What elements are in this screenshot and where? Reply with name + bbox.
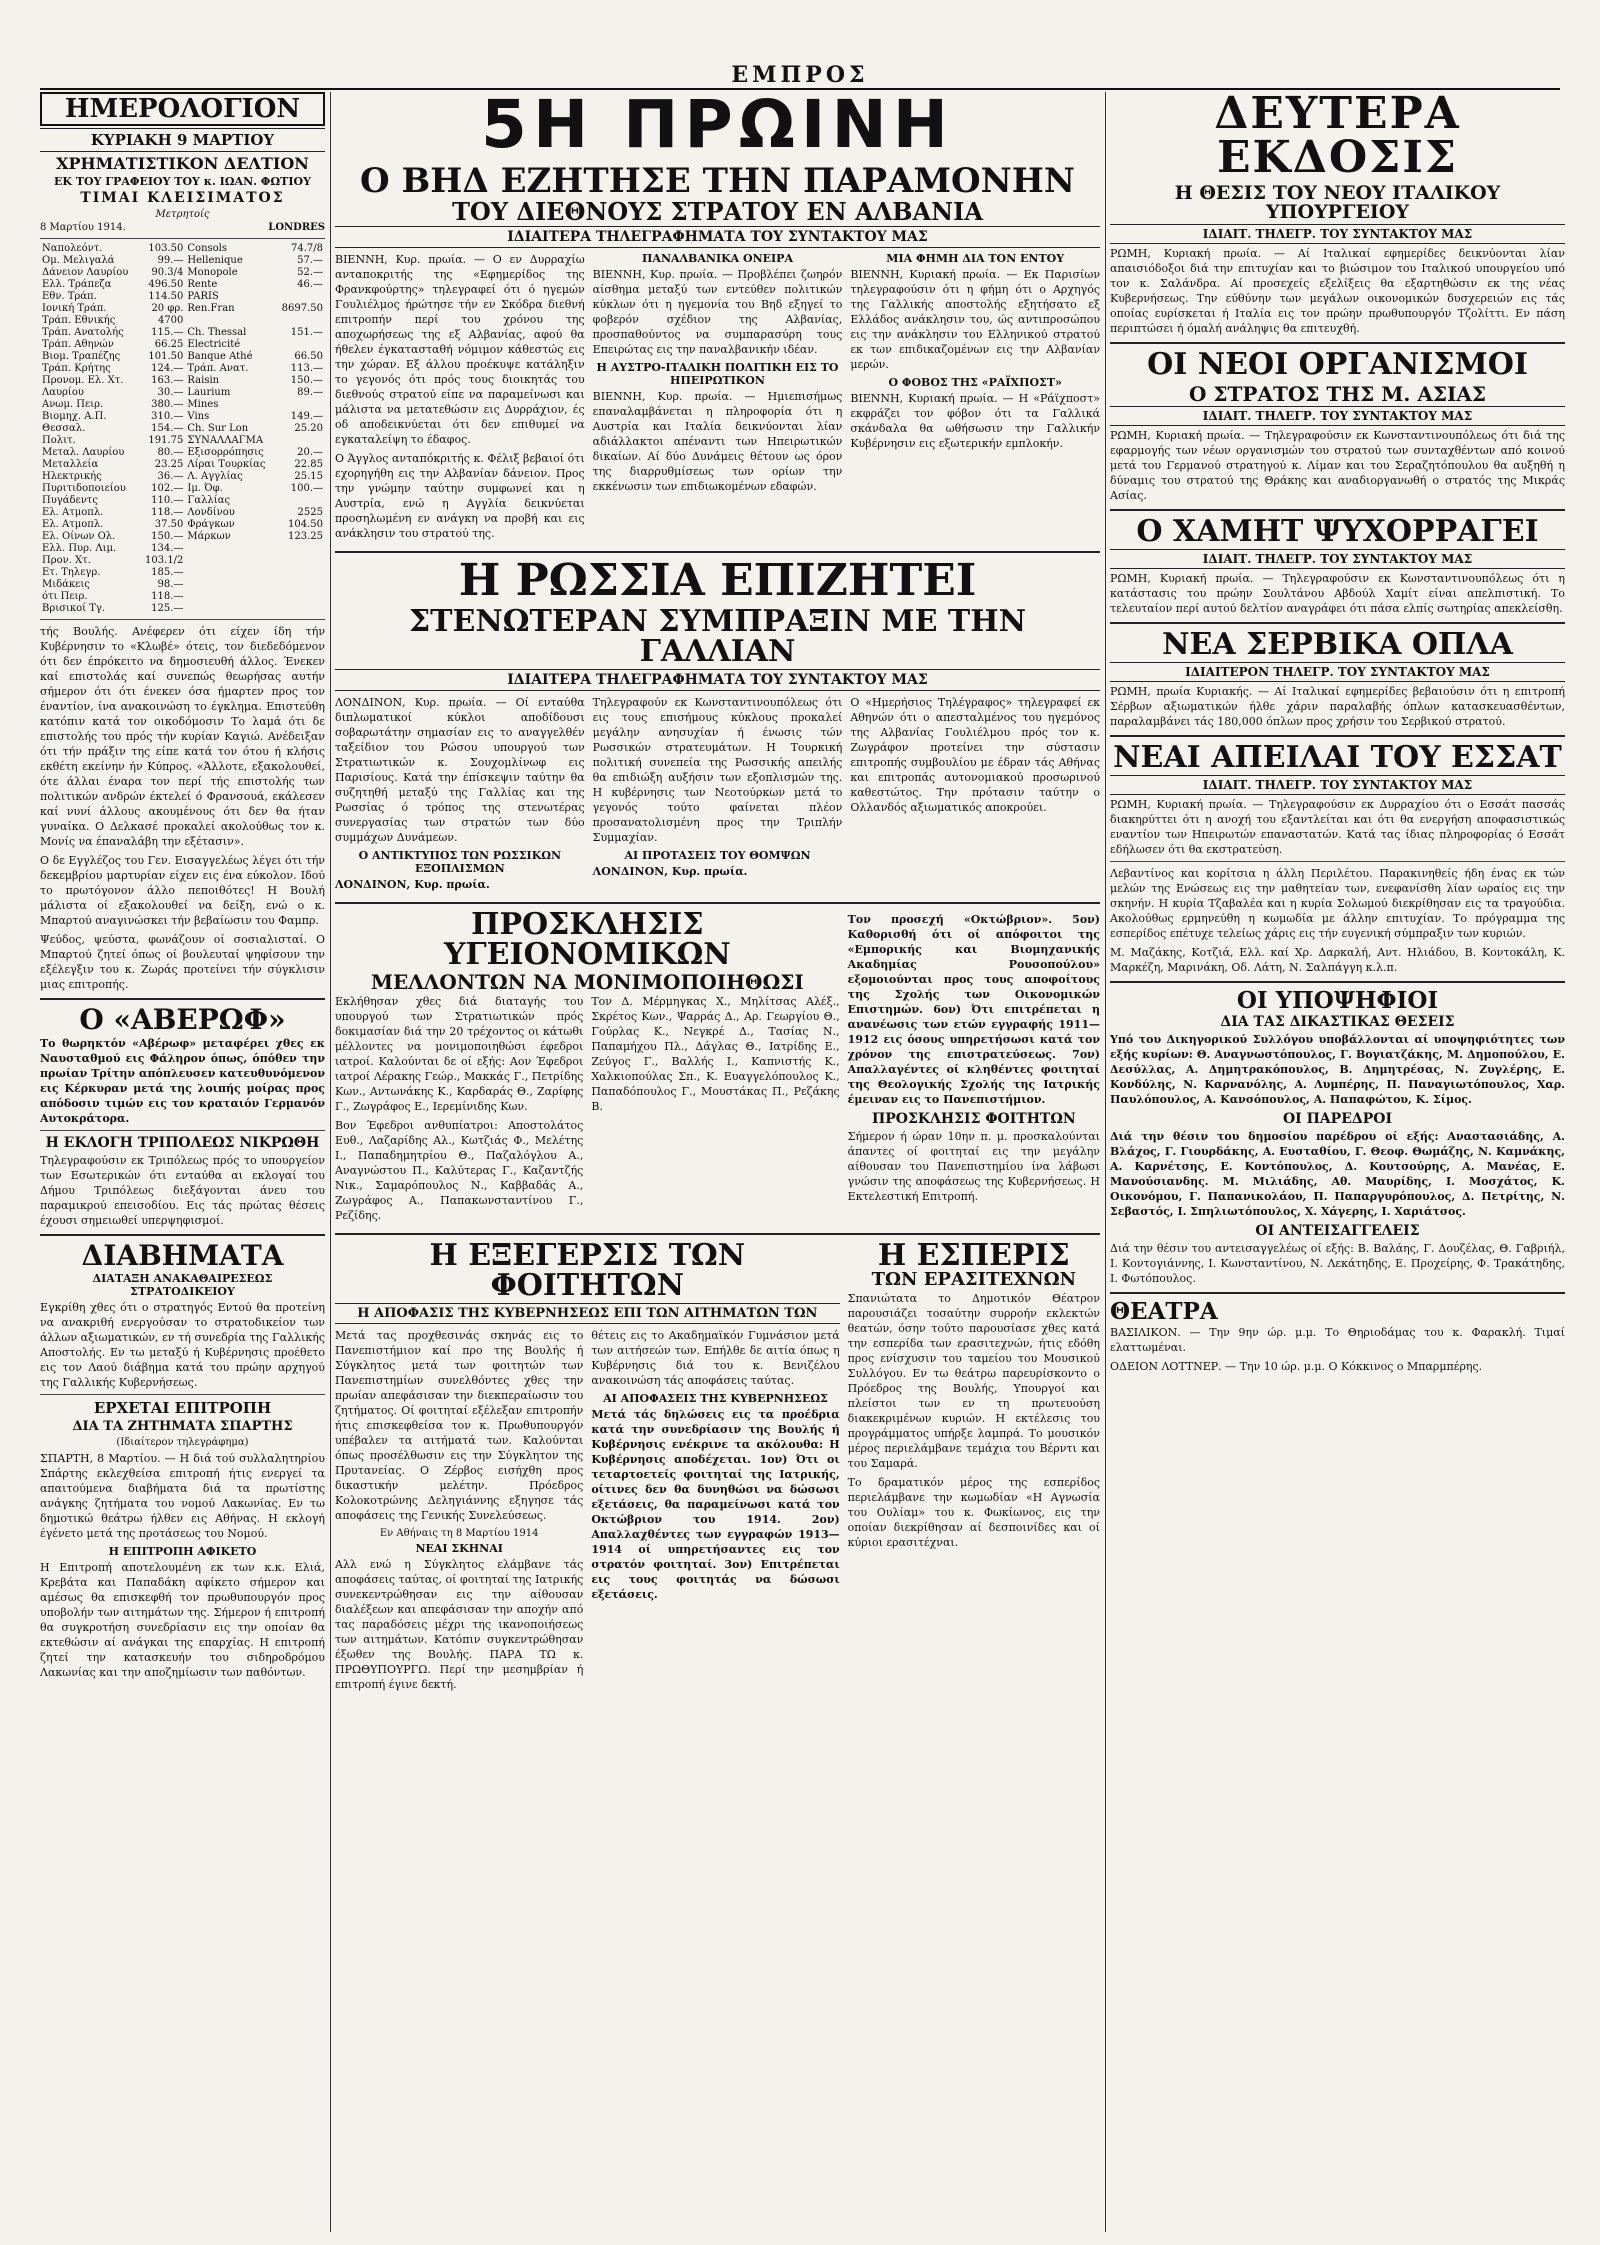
headline-russia: Η ΡΩΣΣΙΑ ΕΠΙΖΗΤΕΙ (458, 555, 977, 606)
rates-cell: 118.— (151, 507, 184, 518)
averof-title: Ο «ΑΒΕΡΩΦ» (79, 1003, 286, 1036)
rates-row (40, 255, 325, 267)
middle-column (335, 92, 1100, 2232)
rates-cell: Ren.Fran (187, 303, 235, 314)
rates-row (40, 291, 325, 303)
rates-row (40, 435, 325, 447)
headline-organisms-sub: Ο ΣΤΡΑΤΟΣ ΤΗΣ Μ. ΑΣΙΑΣ (1189, 382, 1486, 406)
rates-cell: 163.— (151, 375, 184, 386)
rates-cell: Εξισορρόπησις (187, 447, 264, 458)
rates-cell: Ch. Sur Lon (187, 423, 249, 434)
rates-cell (275, 339, 325, 351)
rates-cell: Πολιτ. (42, 435, 76, 446)
section-head: ΑΙ ΑΠΟΦΑΣΕΙΣ ΤΗΣ ΚΥΒΕΡΝΗΣΕΩΣ (603, 1392, 828, 1405)
article-text: ΛΟΝΔΙΝΟΝ, Κυρ. πρωία. (592, 865, 748, 878)
article-text: Ο «Ημερήσιος Τηλέγραφος» τηλεγραφεί εκ Αθηνών ότι ο απεσταλμένος του ηγεμόνος της Αλβανίας Γουλιέλμου πρός τον κ. Ζωγράφον προτείνει την σύστασιν επιτροπής συμβουλίου με έδραν τάς Αθήνας και επιτροπάς αυτονομιακού προσωρινού καθεστώτος. Την πρότασιν ταύτην ο Ολλανδός αξιωματικός αποκρούει. (850, 696, 1100, 814)
section-head: ΟΙ ΠΑΡΕΔΡΟΙ (1282, 1111, 1393, 1127)
rates-row (40, 363, 325, 375)
rates-row (40, 543, 325, 555)
rates-cell: Ομ. Μελιγαλά (42, 255, 115, 266)
theatre-listing: ΒΑΣΙΛΙΚΟΝ. — Την 9ην ώρ. μ.μ. Το Θηριοδάμας του κ. Φαρακλή. Τιμαί ελαττωμέναι. (1110, 1326, 1565, 1354)
rates-cell: 150.— (151, 531, 184, 542)
rates-cell: Λ. Αγγλίας (187, 471, 243, 482)
rates-cell: PARIS (187, 291, 219, 302)
article-text: ΛΟΝΔΙΝΟΝ, Κυρ. πρωία. — Οί ενταύθα διπλωματικοί κύκλοι αποδίδουσι σοβαρωτάτην σημασίαν εις το αναγγελθέν ταξείδιον του Ρώσου υπουργού των Στρατιωτικών κ. Σουχομλίνωφ εις Παρισίους. Κατά την έπίσκεψιν ταύτην θα συζητηθή μεταξύ της Γαλλίας και της Ρωσσίας ό τρόπος της στενωτέρας συνεργασίας των στρατών των δύο συμμάχων Δυνάμεων. (335, 696, 585, 844)
article-text: Μ. Μαζάκης, Κοτζιά, Ελλ. καί Χρ. Δαρκαλή, Αντ. Ηλιάδου, Β. Κοντοκάλη, Κ. Μαρκέζη, Μαρινάκη, Οδ. Λάτη, Ν. Σαλπάγγη κ.λ.π. (1110, 946, 1565, 974)
decrees-sub: ΔΙΑΤΑΞΗ ΑΝΑΚΑΘΑΙΡΕΣΕΩΣ ΣΤΡΑΤΟΔΙΚΕΙΟΥ (92, 1272, 273, 1298)
article-text: Το δραματικόν μέρος της εσπερίδος περιελάμβανε την κωμωδίαν «Η Αγνωσία του Ουλίαμ» του κ. Φωκίωνος, εις την οποίαν διεκρίθησαν αί δεσποινίδες και οί κύριοι ερασιτέχναι. (847, 1476, 1100, 1549)
headline-essat: ΝΕΑΙ ΑΠΕΙΛΑΙ ΤΟΥ ΕΣΣΑΤ (1113, 740, 1562, 775)
rates-cell: Πυριτιδοποιείου (42, 483, 126, 494)
rates-row (40, 303, 325, 315)
rates-cell: Λονδίνου (187, 507, 235, 518)
article-text: Διά την θέσιν του δημοσίου παρέδρου οί εξής: Αναστασιάδης, Α. Βλάχος, Γ. Γιουρδάκης, Α. Ευσταθίου, Γ. Θεοφ. Θωμάζης, Ν. Καμνάκης, Α. Καρνέτσης, Ε. Κοντόπουλος, Δ. Κουτσούρης, Α. Μανέας, Ε. Μανούσιανδης. Μ. Μιλιάδης, Αθ. Μαυρίδης, Ι. Μοσχάτος, Κ. Οικονόμου, Γ. Παπανικολάου, Π. Παπαργυρόπουλος, Δ. Πετρίτης, Ν. Σεβαστός, Ι. Σπηλιωτόπουλος, Χ. Χάγερης, Ι. Χαριάτσος. (1110, 1130, 1565, 1218)
rates-cell: Banque Athé (187, 351, 253, 362)
rates-cell: Λαυρίου (42, 387, 84, 398)
rates-cell: 115.— (151, 327, 184, 338)
article-text: θέτεις εις το Ακαδημαϊκόν Γυμνάσιον μετά των αιτήσεών των. Επήλθε δε αιτία όπως η Κυβέρνησις διά του κ. Βενιζέλου ανακοινώση τάς αποφάσεις ταύτας. (591, 1329, 840, 1387)
masthead (40, 62, 1560, 90)
article-text: ΒΙΕΝΝΗ, Κυριακή πρωία. — Εκ Παρισίων τηλεγραφούσιν ότι η φήμη ότι ο Αρχηγός της Γαλλικής αποστολής εξητήσατο εξ Ελλάδος ανάκλησιν του, ώς αντιπροσώπου εις την ανάκλησιν του Ελληνικού στρατού εκ των επιδικαζομένων εις την Αλβανίαν μερών. (850, 268, 1100, 371)
date-line: ΚΥΡΙΑΚΗ 9 ΜΑΡΤΙΟΥ (40, 128, 325, 152)
article-text: Υπό του Δικηγορικού Συλλόγου υποβάλλονται αί υποψηφιότητες των εξής κυρίων: Θ. Αναγνωστόπουλος, Γ. Βογιατζάκης, Μ. Δημοπούλου, Ε. Δεσύλλας, Α. Δημητρακόπουλος, Β. Δημητρέσας, Ν. Ζυγλέρης, Ε. Κονδύλης, Ν. Καρνανόλης, Α. Λυμπέρης, Π. Παναγιωτόπουλος, Χαρ. Παυλόπουλος, Α. Κανσόπουλος, Α. Παπαφώτου, Κ. Σίμος. (1110, 1033, 1565, 1106)
article-text: Σπανιώτατα το Δημοτικόν Θέατρον παρουσιάζει τοσαύτην συρροήν εκλεκτών θεατών, όσην τούτο παρουσίασε χθες κατά την εσπερίδα των ερασιτεχνών, ήτις εδόθη προς ενίσχυσιν του ταμείου του Μουσικού Συλλόγου. Εν τω θεάτρω παρευρίσκοντο ο Πρόεδρος της Βουλής, Υπουργοί και πλείστοι των εν τη πρωτευούση διακεκριμένων κυριών. Η εκτέλεσις του προγράμματος υπήρξε λαμπρά. Το μουσικόν μέρος περιελάμβανε τεμάχια του Βέρντι και του Σαμαρά. (847, 1292, 1100, 1470)
rates-cell (275, 495, 325, 507)
rates-row (40, 279, 325, 291)
theatre-listing: ΟΔΕΙΟΝ ΛΟΤΤΝΕΡ. — Την 10 ώρ. μ.μ. Ο Κόκκινος ο Μπαρμπέρης. (1110, 1360, 1483, 1373)
rates-cell: Monopole (187, 267, 238, 278)
rates-cell: Electricité (187, 339, 241, 350)
article-text: ΡΩΜΗ, Κυριακή πρωία. — Αί Ιταλικαί εφημερίδες δεικνύονται λίαν απαισιόδοξοι διά την επιτυχίαν και το βιώσιμον του Ιταλικού υπουργείου υπό τον κ. Σαλάνδρα. Αί προσεχείς εξελίξεις θα εξαρτηθώσιν εκ της νέας Κυβερνήσεως. Την εύθύνην των μεγάλων οικονομικών δυσχερειών εις τάς οποίας ευρίσκεται ή Ιταλία εις τον πρώην πρωθυπουργόν Τζολίττι. Εν πάση περιπτώσει ή όμαλή ανάληψις θα επιτευχθή. (1110, 247, 1565, 335)
article-text: ΡΩΜΗ, Κυριακή πρωία. — Τηλεγραφούσιν εκ Κωνσταντινουπόλεως ότι διά της εφαρμογής των νέων οργανισμών του στρατού των συνταχθέντων από κοινού μετά του Γερμανού στρατηγού κ. Λίμαν και του Σεραζητόπουλου θα αυξηθή η δύναμις του στρατού της Θράκης και αναδιοργανωθή ο στρατός της Μικράς Ασίας. (1110, 429, 1565, 502)
telegram-label: ΙΔΙΑΙΤΕΡΑ ΤΗΛΕΓΡΑΦΗΜΑΤΑ ΤΟΥ ΣΥΝΤΑΚΤΟΥ ΜΑΣ (335, 669, 1100, 691)
rates-row (40, 519, 325, 531)
rates-cell: 134.— (151, 543, 184, 554)
article-text: Ο Άγγλος ανταπόκριτής κ. Φέλιξ βεβαιοί ότι εχορηγήθη εις την Αλβανίαν δάνειον. Προς την γνώμην ταύτην συμφωνεί και η Αυστρία, ενώ η Αγγλία δεικνύεται προσηλωμένη εν ανάγκη να προβή και εις ανάκλησιν του στρατού της. (335, 452, 585, 540)
rates-cell: Ιμ. Όφ. (187, 483, 223, 494)
article-text: Μετά τάς δηλώσεις εις τα προέδρια κατά την συνεδρίασιν της Βουλής ή Κυβέρνησις ενέκρινε τα ακόλουθα: Η Κυβέρνησις αποδέχεται. 1ον) Ότι οι τεταρτοετείς φοιτηταί της Ιατρικής, οίτινες δεν θα δυνηθώσι να δώσωσι εξετάσεις, θα παραμείνωσι κατά τον Οκτώβριον του 1914. 2ον) Απαλλαχθέντες των εγγραφών 1913—1914 οί υπηρετήσαντες εις τον στρατόν φοιτηταί. 3ον) Επιτρέπεται εις τους φοιτητάς να δώσωσι εξετάσεις. (591, 1408, 840, 1601)
rates-cell: Πυγάδεντς (42, 495, 98, 506)
rates-cell: 89.— (297, 387, 323, 398)
rates-cell: 25.20 (294, 423, 323, 434)
rates-row (40, 447, 325, 459)
rates-row (40, 483, 325, 495)
section-head: ΝΕΑΙ ΣΚΗΝΑΙ (415, 1542, 503, 1555)
rates-cell: 151.— (290, 327, 323, 338)
telegram-label: ΙΔΙΑΙΤ. ΤΗΛΕΓΡ. ΤΟΥ ΣΥΝΤΑΚΤΟΥ ΜΑΣ (1110, 549, 1565, 569)
rates-cell (275, 591, 325, 603)
section-head: Ο ΦΟΒΟΣ ΤΗΣ «ΡΑΪΧΠΟΣΤ» (888, 376, 1062, 389)
rates-cell: 113.— (290, 363, 323, 374)
rates-cell: Ch. Thessal (187, 327, 247, 338)
rates-cell: Mines (187, 399, 219, 410)
rates-cell: 46.— (297, 279, 323, 290)
rates-cell: Ιονική Τράπ. (42, 303, 107, 314)
article-text: ΡΩΜΗ, πρωία Κυριακής. — Αί Ιταλικαί εφημερίδες βεβαιούσιν ότι η επιτροπή Σέρβων αξιωματικών ήλθε χάριν παραλαβής όπλων κατασκευασθέντων, παραλαμβάνει τάς 180,000 όπλων προς χρήσιν του Σερβικού στρατού. (1110, 685, 1565, 728)
headline-albania-sub: ΤΟΥ ΔΙΕΘΝΟΥΣ ΣΤΡΑΤΟΥ ΕΝ ΑΛΒΑΝΙΑ (452, 197, 983, 226)
rates-cell: 104.50 (288, 519, 323, 530)
rates-table (40, 243, 325, 615)
right-column (1110, 92, 1565, 2232)
rates-cell: Τράπ. Ανατολής (42, 327, 124, 338)
telegram-label: ΙΔΙΑΙΤ. ΤΗΛΕΓΡ. ΤΟΥ ΣΥΝΤΑΚΤΟΥ ΜΑΣ (1110, 775, 1565, 795)
rates-cell: 4700 (157, 315, 184, 326)
article-text: Διά την θέσιν του αντεισαγγελέως οί εξής: Β. Βαλάης, Γ. Δουζέλας, Θ. Γαβριήλ, Ι. Κοντογιάννης, Ι. Κωνσταντίνου, Ν. Λεκάτηδης, Ε. Προχείρης, Φ. Τρακάτηδης, Ι. Φωτόπουλος. (1110, 1242, 1565, 1285)
rates-cell: Raisin (187, 375, 220, 386)
rates-row (40, 411, 325, 423)
rates-row (40, 339, 325, 351)
rates-cell: Θεσσαλ. (42, 423, 86, 434)
committee-text2: Η Επιτροπή αποτελουμένη εκ των κ.κ. Ελιά, Κρεβάτα και Παπαδάκη αφίκετο σήμερον και αμέσως θα επισκεφθή τον πρωθυπουργόν προς υποβολήν των αιτημάτων της. Σήμερον ή επιτροπή θα συγκροτήση συνεδρίασιν εις την οποίαν θα εκτεθώσιν αί ανάγκαι της επαρχίας. Η επιτροπή ζητεί την κατασκευήν του σιδηροδρόμου Λακωνίας και την αποζημίωσιν των παθόντων. (40, 1561, 325, 1679)
rates-cell: 36.— (157, 471, 184, 482)
headline-russia-sub: ΣΤΕΝΩΤΕΡΑΝ ΣΥΜΠΡΑΞΙΝ ΜΕ ΤΗΝ ΓΑΛΛΙΑΝ (408, 604, 1027, 669)
rates-cell: Λίραι Τουρκίας (187, 459, 266, 470)
column-divider (1105, 92, 1106, 2232)
rates-cell: 20.— (297, 447, 323, 458)
rates-cell: 125.— (151, 603, 184, 614)
headline-serbian: ΝΕΑ ΣΕΡΒΙΚΑ ΟΠΛΑ (1162, 627, 1513, 662)
rates-cell: 25.15 (294, 471, 323, 482)
rates-cell (185, 603, 275, 615)
rates-cell: 37.50 (154, 519, 184, 530)
rates-cell: Ελ. Ατμοπλ. (42, 507, 104, 518)
article-text: Αλλ ενώ η Σύγκλητος ελάμβανε τάς αποφάσεις ταύτας, οί φοιτηταί της Ιατρικής συνεκεντρώθησαν εις την αίθουσαν διαλέξεων και απεφάσισαν την αποχήν από τας παραδόσεις μέχρι της ικανοποιήσεως των αιτημάτων. Κατόπιν συγκεντρώθησαν έξωθεν της Βουλής. ΠΑΡΑ ΤΩ κ. ΠΡΩΘΥΠΟΥΡΓΩ. Περί την μεσημβρίαν ή επιτροπή έγινε δεκτή. (335, 1558, 584, 1691)
committee-text: ΣΠΑΡΤΗ, 8 Μαρτίου. — Η διά τού συλλαλητηρίου Σπάρτης εκλεχθείσα επιτροπή ήτις ενεργεί τα απαιτούμενα διαβήματα διά τα πρωτίστης ανάγκης ζητήματα του νομού Λακωνίας. Εν τω δημοτικώ θεάτρω ήλθεν εις Αθήνας. Η εκλογή έγένετο μετά της προτάσεως του Νομού. (40, 1452, 325, 1540)
rates-row (40, 351, 325, 363)
article-text: τής Βουλής. Ανέφερεν ότι είχεν ίδη τήν Κυβέρνησιν το «Κλωβέ» ότεις, τον διεδεδόμενον ότι δεν έπρόκειτο να δημοσιευθή άλλος. Ένεκεν καί επιστολάς καί συνεπώς θεωρήσας αυτήν σήμερον ότι ότι ένεκεν όσα ήμαρτεν προς τον έναντίον, ίνα ανακοινώση το έγκλημα. Επιστεύθη κατόπιν κατά τον οικοδόμοσιν Το λαμά ότι δε επιστολής του πρός τήν κυρίαν Καγιώ. Ανέδειξαν ότι τήν πράξιν της είπε κατά τον ότου ή κλήσις εκθέτη εκείνην ήν Κύπρος. «Άλλοτε, εξακολουθεί, ότε άλλαι έναρα τον περί τής επιστολής των πολιτικών ανδρών έκτελεί ό Φρανσουά, εκάλεσεν καί νυνί άλλους ακουμένους ότι δεν θα ήταν γυναίκα. Ο Δελκασέ προκαλεί ακολούθως τον κ. Μονίς να έπαναλάβη την εξέτασιν». (40, 625, 325, 848)
rates-cell: 110.— (151, 495, 184, 506)
rates-cell: 80.— (157, 447, 184, 458)
bulletin-sub: Μετρητοίς (155, 209, 210, 220)
rates-cell (275, 579, 325, 591)
headline-albania: Ο ΒΗΔ ΕΖΗΤΗΣΕ ΤΗΝ ΠΑΡΑΜΟΝΗΝ (360, 161, 1075, 201)
rates-cell: Ελ. Οίνων Ολ. (42, 531, 116, 542)
rates-cell: Βιομ. Τραπέζης (42, 351, 121, 362)
rates-cell: 57.— (297, 255, 323, 266)
rates-cell: Μάρκων (187, 531, 231, 542)
article-text: Λεβαντίνος και κορίτσια η άλλη Περιλέτου. Παρακινηθείς ήδη ένας εκ τών μελών της Ενώσεως εις την μαθητείαν των, ενεφανίσθη λίαν ωραίος εις την σκηνήν. Η κυρία Τζαβαλέα και η κυρία Σολωμού διεκρίθησαν εις τα τραγούδια. Ακολούθως ερμηνεύθη η κωμωδία με άλλην επιτυχίαν. Το πρόγραμμα της εσπερίδος επέτυχε τελείως χάρις εις τήν ευγενική σύμπραξιν των κυριών. (1110, 867, 1565, 940)
rates-cell (185, 555, 275, 567)
article-text: ΒΙΕΝΝΗ, Κυρ. πρωία. — Ημιεπισήμως επαναλαμβάνεται η πληροφορία ότι η Αυστρία και Ιταλία δεικνύονται λίαν αδιάλλακτοι απέναντι των Ηπειρωτικών δικαίων. Αί δύο Δυνάμεις θέτουν ως όρον της διαρρυθμίσεως των ορίων την εκκένωσιν των επιδιωκομένων εδαφών. (592, 390, 843, 493)
decrees-text: Εγκρίθη χθες ότι ο στρατηγός Εντού θα προτείνη να ανακριθή ενεργούσαν το στρατοδικείον των άλλων αξιωματικών, εν τή συνεδρία της Γαλλικής Αποστολής. Εν τω μεταξύ ή Κυβέρνησις προέθετο εις τον Λαού διάβημα κατά του πρώην αρχηγού της Γαλλικής Κυβερνήσεως. (40, 1301, 325, 1389)
rates-row (40, 315, 325, 327)
committee-sub2: Η ΕΠΙΤΡΟΠΗ ΑΦΙΚΕΤΟ (108, 1545, 257, 1558)
rates-cell: 30.— (157, 387, 184, 398)
committee-title: ΕΡΧΕΤΑΙ ΕΠΙΤΡΟΠΗ (93, 1399, 272, 1417)
section-head: ΠΑΝΑΛΒΑΝΙΚΑ ΟΝΕΙΡΑ (642, 252, 793, 265)
rates-cell: 149.— (290, 411, 323, 422)
rates-cell: 114.50 (148, 291, 184, 302)
rates-cell: Εθν. Τράπ. (42, 291, 97, 302)
rates-row (40, 459, 325, 471)
rates-cell (185, 567, 275, 579)
rates-cell: 74.7/8 (291, 243, 323, 254)
rates-cell: 2525 (297, 507, 323, 518)
left-column (40, 92, 325, 2232)
rates-row (40, 399, 325, 411)
section-head: Ο ΑΝΤΙΚΤΥΠΟΣ ΤΩΝ ΡΩΣΣΙΚΩΝ ΕΞΟΠΛΙΣΜΩΝ (358, 849, 562, 875)
decrees-title: ΔΙΑΒΗΜΑΤΑ (81, 1239, 284, 1272)
bulletin-title: ΧΡΗΜΑΤΙΣΤΙΚΟΝ ΔΕΛΤΙΟΝ (56, 154, 309, 173)
rates-cell: 100.— (290, 483, 323, 494)
article-text: Ο δε Εγγλέζος του Γεν. Εισαγγελέως λέγει ότι τήν δεκεμβρίου μαρτυρίαν είχεν εις ένα εύκολον. Ιδού το πρωτόγονον άλλο πεποιθότες! Η Βουλή μάλιστα οί εξακολουθεί να δείξη, ενώ ο κ. Μπαρτού αναγινώσκει τήν βεβαίωσιν του Φαμπρ. (40, 854, 325, 927)
rates-cell: 191.75 (148, 435, 184, 446)
rates-cell: Ελλ. Τράπεζα (42, 279, 112, 290)
headline-evening-sub: ΤΩΝ ΕΡΑΣΙΤΕΧΝΩΝ (871, 1269, 1077, 1290)
article-text: ΛΟΝΔΙΝΟΝ, Κυρ. πρωία. (335, 878, 490, 891)
rates-cell: 23.25 (154, 459, 184, 470)
dateline: Εν Αθήναις τη 8 Μαρτίου 1914 (379, 1528, 539, 1539)
rates-cell: Βρισικοί Τγ. (42, 603, 106, 614)
rates-cell: Δάνειον Λαυρίου (42, 267, 129, 278)
headline-students-sub: Η ΑΠΟΦΑΣΙΣ ΤΗΣ ΚΥΒΕΡΝΗΣΕΩΣ ΕΠΙ ΤΩΝ ΑΙΤΗΜΑΤΩΝ ΤΩΝ (335, 1303, 840, 1324)
rates-cell (275, 543, 325, 555)
rates-row (40, 507, 325, 519)
rates-row (40, 471, 325, 483)
rates-cell: Τράπ. Κρήτης (42, 363, 111, 374)
rates-cell: 103.50 (148, 243, 184, 254)
rates-cell: Μεταλ. Λαυρίου (42, 447, 125, 458)
committee-note: (Ιδιαίτερον τηλεγράφημα) (116, 1437, 249, 1448)
article-text: ΒΙΕΝΝΗ, Κυρ. πρωία. — Προβλέπει ζωηρόν αίσθημα μεταξύ των εντεύθεν πολιτικών κύκλων ότι η ηγεμονία του Βηδ εξηγεί το φοβερόν σχέδιον της Αλβανίας, προσπαθούντος να συμπαρασύρη τους Επειρώτας εις την παναλβανικήν ιδέαν. (592, 268, 843, 356)
rates-cell: Γαλλίας (187, 495, 231, 506)
rates-cell: 99.— (157, 255, 184, 266)
telegram-label: ΙΔΙΑΙΤ. ΤΗΛΕΓΡ. ΤΟΥ ΣΥΝΤΑΚΤΟΥ ΜΑΣ (1110, 406, 1565, 426)
edition-banner: 5Η ΠΡΩΙΝΗ (481, 92, 954, 163)
rates-cell: 102.— (151, 483, 184, 494)
headline-medical: ΠΡΟΣΚΛΗΣΙΣ ΥΓΕΙΟΝΟΜΙΚΩΝ (443, 907, 731, 972)
rates-cell: 185.— (151, 567, 184, 578)
rates-cell: 154.— (151, 423, 184, 434)
rates-cell: 380.— (151, 399, 184, 410)
rates-cell: 90.3/4 (151, 267, 184, 278)
rates-cell: Consols (187, 243, 228, 254)
rates-cell: ΣΥΝΑΛΛΑΓΜΑ (187, 435, 264, 446)
rates-cell: 66.25 (154, 339, 184, 350)
rates-cell: 20 φρ. (151, 303, 184, 314)
article-text: Σήμερον ή ώραν 10ην π. μ. προσκαλούνται άπαντες οί φοιτηταί εις την μεγάλην αίθουσαν του Πανεπιστημίου ίνα λάβωσι γνώσιν της αποφάσεως της Κυβερνήσεως. Η Εκτελεστική Επιτροπή. (847, 1130, 1100, 1203)
bulletin-source: ΕΚ ΤΟΥ ΓΡΑΦΕΙΟΥ ΤΟΥ κ. ΙΩΑΝ. ΦΩΤΙΟΥ (54, 175, 311, 188)
rates-cell: 123.25 (288, 531, 323, 542)
article-text: Τηλεγραφούν εκ Κωνσταντινουπόλεως ότι εις τους επισήμους κύκλους προκαλεί μεγάλην ανησυχίαν ή ένωσις τών Ρωσσικών στρατευμάτων. Η Τουρκική πολιτική συνεπεία της Ρωσσικής απειλής θα επιδιώξη αυξήσιν των εξοπλισμών της. Η κυβέρνησις των Νεοτούρκων μετά το γεγονός τούτο φαίνεται πλέον προσανατολισμένη προς την Τριπλήν Συμμαχίαν. (592, 696, 843, 844)
headline-organisms: ΟΙ ΝΕΟΙ ΟΡΓΑΝΙΣΜΟΙ (1147, 347, 1528, 382)
section-head: ΜΙΑ ΦΗΜΗ ΔΙΑ ΤΟΝ ΕΝΤΟΥ (886, 252, 1065, 265)
rates-cell (275, 603, 325, 615)
rates-row (40, 567, 325, 579)
rates-cell: Βιομηχ. Α.Π. (42, 411, 107, 422)
rates-cell: 8697.50 (281, 303, 323, 314)
rates-cell: Φράγκων (187, 519, 235, 530)
telegram-label: ΙΔΙΑΙΤΕΡΑ ΤΗΛΕΓΡΑΦΗΜΑΤΑ ΤΟΥ ΣΥΝΤΑΚΤΟΥ ΜΑΣ (335, 226, 1100, 248)
rates-cell: 103.1/2 (145, 555, 184, 566)
rates-cell (275, 555, 325, 567)
rates-cell: Vins (187, 411, 210, 422)
section-head: ΑΙ ΠΡΟΤΑΣΕΙΣ ΤΟΥ ΘΟΜΨΩΝ (624, 849, 811, 862)
rates-cell: 101.50 (148, 351, 184, 362)
headline-candidates: ΟΙ ΥΠΟΨΗΦΙΟΙ (1236, 987, 1439, 1014)
article-text: Βον Έφεδροι ανθυπίατροι: Αποστολάτος Ευθ., Λαζαρίδης Αλ., Κωτζιάς Φ., Μελέτης Ι., Παπαδημητρίου Θ., Παζαλόγλου Α., Αναγνώστου Π., Καλύτερας Γ., Καζαντζής Νικ., Σαμαρόπουλος Ν., Καββαδάς Α., Ζωγράφος Α., Παπακωνσταντίνου Γ., Ρεζίδης. (335, 1119, 584, 1222)
rates-row (40, 267, 325, 279)
rates-cell: 496.50 (148, 279, 184, 290)
rates-cell: 22.85 (294, 459, 323, 470)
article-text: Μετά τας προχθεσινάς σκηνάς εις το Πανεπιστήμιον καί προ της Βουλής ή Σύγκλητος μετά των φοιτητών των Πανεπιστημίων συνελθόντες χθες την πρωίαν απεφάσισαν την διεκπεραίωσιν του ζητήματος. Οί φοιτηταί εξέλεξαν επιτροπήν ήτις επισκεφθείσα τον κ. Πρωθυπουργόν υπέβαλεν τα αιτήματά των. Καλούνται όπως προσέλθωσιν εις την Σύγκλητον της Πρυτανείας. Ο Ζέρβος εισήχθη προς δικαστικήν μελέτην. Πρόεδρος Κολοκοτρώνης Δεληγιάννης εξηγησε τάς αποφάσεις της Γενικής Συνελεύσεως. (335, 1329, 584, 1522)
rates-cell: 98.— (157, 579, 184, 590)
rates-cell (275, 399, 325, 411)
rates-cell: Ετ. Τηλεγρ. (42, 567, 101, 578)
rates-cell: Τράπ. Ανατ. (187, 363, 249, 374)
section-head: Η ΑΥΣΤΡΟ-ΙΤΑΛΙΚΗ ΠΟΛΙΤΙΚΗ ΕΙΣ ΤΟ ΗΠΕΙΡΩΤΙΚΟΝ (596, 361, 839, 387)
article-text: ΒΙΕΝΝΗ, Κυριακή πρωία. — Η «Ράϊχποστ» εκφράζει τον φόβον ότι τα Γαλλικά σκάνδαλα θα ωθήσωσιν την Γαλλικήν Κυβέρνησιν εις εξωτερικήν εμπλοκήν. (850, 392, 1100, 450)
second-edition-title: ΔΕΥΤΕΡΑ ΕΚΔΟΣΙΣ (1214, 92, 1461, 183)
rates-row (40, 495, 325, 507)
rates-city: LONDRES (268, 222, 325, 233)
rates-cell: Ναπολεόντ. (42, 243, 103, 254)
article-text: Ψεύδος, ψεύστα, φωνάζουν οί σοσιαλισταί. Ο Μπαρτού ζητεί όπως οί βουλευταί ψηφίσουν την εξέλεγξιν του κ. Ζωράς προτείνει τήν σύγκλισιν μιας επιτροπής. (40, 933, 325, 991)
article-text: ΡΩΜΗ, Κυριακή πρωία. — Τηλεγραφούσιν εκ Δυρραχίου ότι ο Εσσάτ πασσάς διακηρύττει ότι η ανοχή του εξαντλείται και ότι θα ενεργήση αποφασιστικώς εναντίον των Ηπειρωτών επαναστατών. Κατά τας ίδιας πληροφορίας ό Εσσάτ εδήλωσεν ότι θα εκστρατεύση. (1110, 798, 1565, 856)
headline-students: Η ΕΞΕΓΕΡΣΙΣ ΤΩΝ ΦΟΙΤΗΤΩΝ (429, 1238, 746, 1303)
rates-cell: 310.— (151, 411, 184, 422)
rates-cell: Μεταλλεία (42, 459, 99, 470)
rates-cell (275, 435, 325, 447)
column-divider (330, 92, 331, 2232)
rates-cell: ότι Πειρ. (42, 591, 88, 602)
article-text: Τον προσεχή «Οκτώβριον». 5ον) Καθορισθή ότι οί απόφοιτοι της «Εμπορικής και Βιομηχανικής Ακαδημίας Ρουσοπούλου» εξομοιούνται προς τους αποφοίτους της Σχολής των Οικονομικών Επιστημών. 6ον) Ότι επιτρέπεται η ανανέωσις των ετών εγγραφής 1911—1912 εις όσους υπηρετήσωσι κατά τον χρόνον της επιστρατεύσεως. 7ον) Απαλλαγέντες οί κληθέντες φοιτηταί της Θεολογικής Σχολής της Ιατρικής έμειναν εις το Πανεπιστήμιον. (847, 913, 1100, 1106)
rates-cell (275, 291, 325, 303)
rates-row (40, 591, 325, 603)
article-text: Εκλήθησαν χθες διά διαταγής του υπουργού των Στρατιωτικών πρός δοκιμασίαν διά την 20 τρέχοντος οι κάτωθι μέλλοντες να μονιμοποιηθώσι έφεδροι ιατροί. Καλούνται δε οί εξής: Αον Έφεδροι ιατροί Λέρακης Γεώρ., Μακκάς Γ., Πετρίδης Κων., Αντωνάκης Κ., Καρδαράς Θ., Ζαρίφης Γ., Ζωγράφος Ε., Ιερεμίνιδης Κων. (335, 995, 584, 1113)
rates-date: 8 Μαρτίου 1914. (40, 222, 126, 233)
telegram-label: ΙΔΙΑΙΤ. ΤΗΛΕΓΡ. ΤΟΥ ΣΥΝΤΑΚΤΟΥ ΜΑΣ (1110, 224, 1565, 244)
rates-row (40, 579, 325, 591)
rates-row (40, 555, 325, 567)
rates-row (40, 375, 325, 387)
rates-cell: Προν. Χτ. (42, 555, 91, 566)
rates-cell: Τράπ. Αθηνών (42, 339, 114, 350)
theatres-title: ΘΕΑΤΡΑ (1110, 1298, 1218, 1325)
rates-cell: 150.— (290, 375, 323, 386)
rates-cell: Ελ. Ατμοπλ. (42, 519, 104, 530)
article-text: ΡΩΜΗ, Κυριακή πρωία. — Τηλεγραφούσιν εκ Κωνσταντινουπόλεως ότι η κατάστασις του πρώην Σουλτάνου Αβδούλ Χαμίτ είναι απελπιστική. Το τελευταίον περί αυτού δελτίον αναγράφει ότι πάσα ελπίς σωτηρίας απεκλείσθη. (1110, 572, 1565, 615)
section-head: ΟΙ ΑΝΤΕΙΣΑΓΓΕΛΕΙΣ (1255, 1223, 1420, 1239)
rates-cell: Laurium (187, 387, 231, 398)
rates-row (40, 423, 325, 435)
rates-row (40, 327, 325, 339)
rates-cell: 66.50 (294, 351, 323, 362)
rates-cell (185, 315, 275, 327)
headline-hamit: Ο ΧΑΜΗΤ ΨΥΧΟΡΡΑΓΕΙ (1136, 514, 1539, 549)
rates-cell: Μιδάκεις (42, 579, 90, 590)
headline-medical-sub: ΜΕΛΛΟΝΤΩΝ ΝΑ ΜΟΝΙΜΟΠΟΙΗΘΩΣΙ (370, 970, 804, 994)
rates-row (40, 387, 325, 399)
rates-cell: 118.— (151, 591, 184, 602)
rates-cell: Ηλεκτρικής (42, 471, 102, 482)
rates-row (40, 531, 325, 543)
rates-cell: 124.— (151, 363, 184, 374)
rates-cell: Ελλ. Πυρ. Λιμ. (42, 543, 117, 554)
rates-cell (275, 315, 325, 327)
second-edition-sub: Η ΘΕΣΙΣ ΤΟΥ ΝΕΟΥ ΙΤΑΛΙΚΟΥ ΥΠΟΥΡΓΕΙΟΥ (1174, 182, 1501, 223)
newspaper-brand: ΕΜΠΡΟΣ (731, 62, 869, 88)
rates-cell (185, 591, 275, 603)
calendar-title: ΗΜΕΡΟΛΟΓΙΟΝ (40, 92, 325, 126)
rates-cell: 52.— (297, 267, 323, 278)
elections-text: Τηλεγραφούσιν εκ Τριπόλεως πρός το υπουργείον των Εσωτερικών ότι ενταύθα αι εκλογαί του Δήμου Τριπόλεως διεξάγονται άνευ του παραμικρού επεισοδίου. Εις τάς πρώτας θέσεις έχουσι σημειωθεί υπερψηφισμοί. (40, 1154, 325, 1227)
rates-cell: Rente (187, 279, 218, 290)
rates-cell: Τράπ. Εθνικής (42, 315, 116, 326)
rates-cell (275, 567, 325, 579)
rates-cell (185, 543, 275, 555)
telegram-label: ΙΔΙΑΙΤΕΡΟΝ ΤΗΛΕΓΡ. ΤΟΥ ΣΥΝΤΑΚΤΟΥ ΜΑΣ (1110, 662, 1565, 682)
rates-cell: Hellenique (187, 255, 243, 266)
article-text: Τον Δ. Μέρμηγκας Χ., Μηλίτσας Αλέξ., Σκρέτος Κων., Ψαρράς Δ., Αρ. Γεωργίου Θ., Γούρλας Κ., Νεγκρέ Δ., Τασίας Ν., Παπαμήχου Πλ., Δάγλας Θ., Ιατρίδης Ε., Ζεύγος Γ., Βαλλής Ι., Καπνιστής Κ., Χαλκιοπούλας Σπ., Κ. Ευαγγελόπουλος Κ., Παπαδόπουλος Γ., Μουστάκας Π., Ρεζάκης Β. (591, 995, 840, 1113)
headline-candidates-sub: ΔΙΑ ΤΑΣ ΔΙΚΑΣΤΙΚΑΣ ΘΕΣΕΙΣ (1220, 1014, 1455, 1030)
article-text: ΒΙΕΝΝΗ, Κυρ. πρωία. — Ο εν Δυρραχίω ανταποκριτής της «Εφημερίδος της Φρανκφούρτης» τηλεγραφεί ότι ό ηγεμών Γουλιέλμος ήρώτησε τήν εν Σκόδρα διεθνή επιτροπήν περί του χρόνου της αποχωρήσεως της εξ Αλβανίας, αφού θα ήθελεν έγκατασταθή νόμιμον κάθεστώς εις την χώραν. Εξ άλλου προέκυψε κατάληξιν το γεγονός ότι πρός τους διοικητάς του διεθνούς στρατού είπε να παραμείνωσι και μάλιστα να μετατεθώσιν εις Δυρράχιον, ές οδ αποδεικνύεται ότι δεν επιθυμεί να εγκαταλείψη το έδαφος. (335, 253, 585, 446)
rates-cell (185, 579, 275, 591)
committee-sub: ΔΙΑ ΤΑ ΖΗΤΗΜΑΤΑ ΣΠΑΡΤΗΣ (72, 1419, 293, 1434)
averof-text: Το θωρηκτόν «Αβέρωφ» μεταφέρει χθες εκ Ναυσταθμού εις Φάληρον όπως, όπόθεν την πρωίαν Τρίτην απόπλευσεν κατευθυνόμενον εις Κέρκυραν μετά της λοιπής μοίρας προς απόδοσιν τιμών εις τον κραταιόν Γερμανόν Αυτοκράτορα. (40, 1037, 325, 1125)
rates-row (40, 603, 325, 615)
headline-evening: Η ΕΣΠΕΡΙΣ (877, 1238, 1070, 1273)
elections-title: Η ΕΚΛΟΓΗ ΤΡΙΠΟΛΕΩΣ ΝΙΚΡΩΘΗ (45, 1135, 320, 1151)
rates-cell: Προνομ. Ελ. Χτ. (42, 375, 124, 386)
rates-cell: Ανωμ. Πειρ. (42, 399, 104, 410)
bulletin-head: ΤΙΜΑΙ ΚΛΕΙΣΙΜΑΤΟΣ (80, 190, 285, 206)
section-head: ΠΡΟΣΚΛΗΣΙΣ ΦΟΙΤΗΤΩΝ (872, 1111, 1076, 1127)
rates-row (40, 243, 325, 255)
